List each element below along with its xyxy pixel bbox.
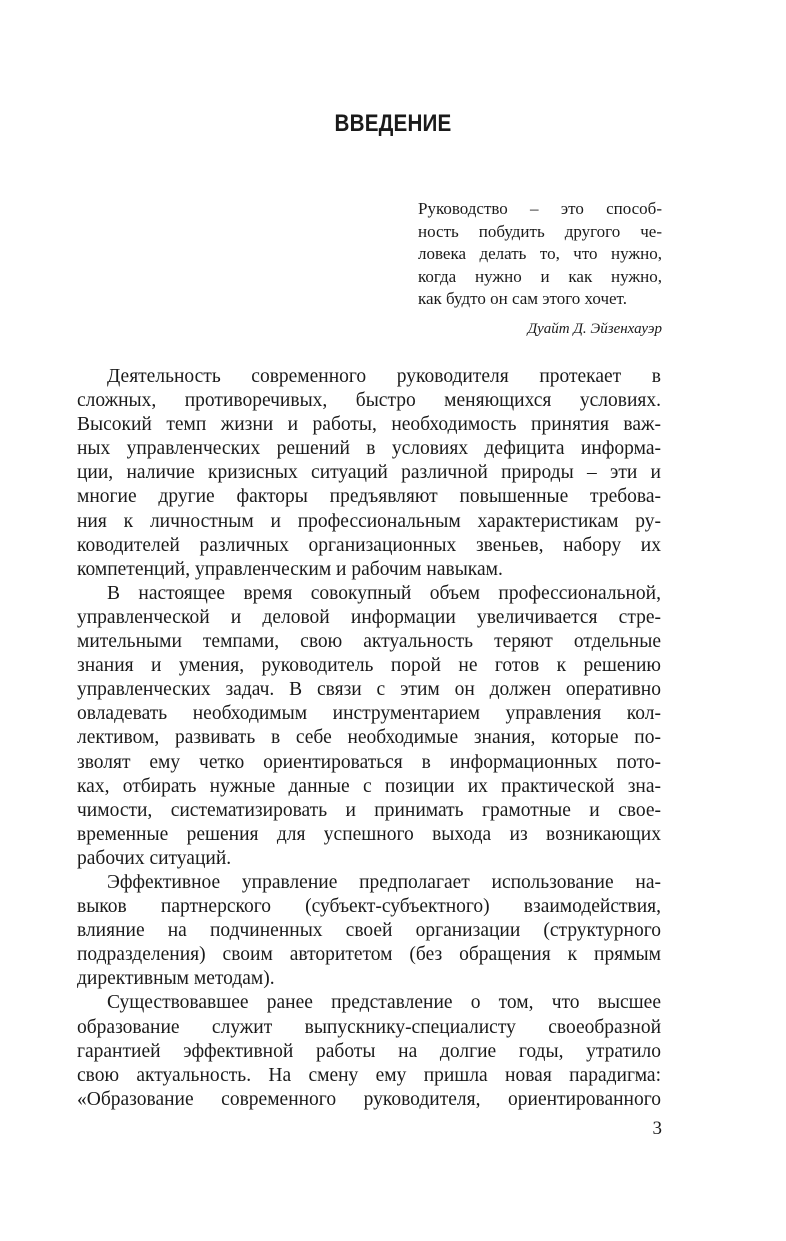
text-line: ках, отбирать нужные данные с позиции их практической зна-	[77, 775, 661, 797]
text-line: ции, наличие кризисных ситуаций различной природы – эти и	[77, 462, 661, 484]
chapter-title: ВВЕДЕНИЕ	[334, 110, 452, 137]
text-line: «Образование современного руководителя, ориентированного	[77, 1088, 661, 1110]
text-line: лективом, развивать в себе необходимые знания, которые по-	[77, 727, 661, 749]
epigraph-line: как будто он сам этого хочет.	[418, 289, 627, 308]
text-line: Эффективное управление предполагает использование на-	[107, 871, 661, 893]
text-line: влияние на подчиненных своей организации (структурного	[77, 920, 661, 942]
epigraph	[418, 198, 662, 338]
epigraph-line: ловека делать то, что нужно,	[418, 244, 662, 263]
text-line: знания и умения, руководитель порой не готов к решению	[77, 655, 661, 677]
text-line: образование служит выпускнику-специалисту своеобразной	[77, 1016, 661, 1038]
epigraph-author: Дуайт Д. Эйзенхауэр	[527, 320, 662, 337]
text-line: чимости, систематизировать и принимать грамотные и свое-	[77, 799, 661, 821]
text-line: многие другие факторы предъявляют повышенные требова-	[77, 486, 661, 508]
text-line: временные решения для успешного выхода из возникающих	[77, 823, 661, 845]
text-line: мительными темпами, свою актуальность теряют отдельные	[77, 631, 661, 653]
text-line: Высокий темп жизни и работы, необходимость принятия важ-	[77, 414, 661, 436]
text-line: свою актуальность. На смену ему пришла новая парадигма:	[77, 1064, 661, 1086]
text-line: ководителей различных организационных звеньев, набору их	[77, 534, 661, 556]
page-number: 3	[652, 1118, 662, 1139]
text-line: Деятельность современного руководителя протекает в	[107, 366, 661, 387]
text-line: зволят ему четко ориентироваться в информационных пото-	[77, 751, 661, 773]
text-line: рабочих ситуаций.	[77, 847, 232, 869]
text-line: управленческих задач. В связи с этим он должен оперативно	[77, 679, 661, 701]
text-line: овладевать необходимым инструментарием управления кол-	[77, 703, 661, 725]
text-line: выков партнерского (субъект-субъектного) взаимодействия,	[77, 896, 661, 918]
epigraph-line: ность побудить другого че-	[418, 221, 662, 241]
text-line: компетенций, управленческим и рабочим навыкам.	[77, 558, 503, 580]
body-text	[77, 365, 661, 1112]
text-line: управленческой и деловой информации увеличивается стре-	[77, 606, 661, 628]
text-line: Существовавшее ранее представление о том, что высшее	[107, 992, 661, 1014]
text-line: подразделения) своим авторитетом (без обращения к прямым	[77, 944, 661, 966]
text-line: ния к личностным и профессиональным характеристикам ру-	[77, 510, 661, 532]
text-line: ных управленческих решений в условиях дефицита информа-	[77, 438, 661, 460]
epigraph-line: Руководство – это способ-	[418, 199, 662, 218]
text-line: В настоящее время совокупный объем профессиональной,	[107, 582, 661, 604]
text-line: гарантией эффективной работы на долгие годы, утратило	[77, 1040, 661, 1062]
text-line: сложных, противоречивых, быстро меняющихся условиях.	[77, 390, 661, 412]
epigraph-line: когда нужно и как нужно,	[418, 266, 662, 286]
text-line: директивным методам).	[77, 968, 275, 990]
